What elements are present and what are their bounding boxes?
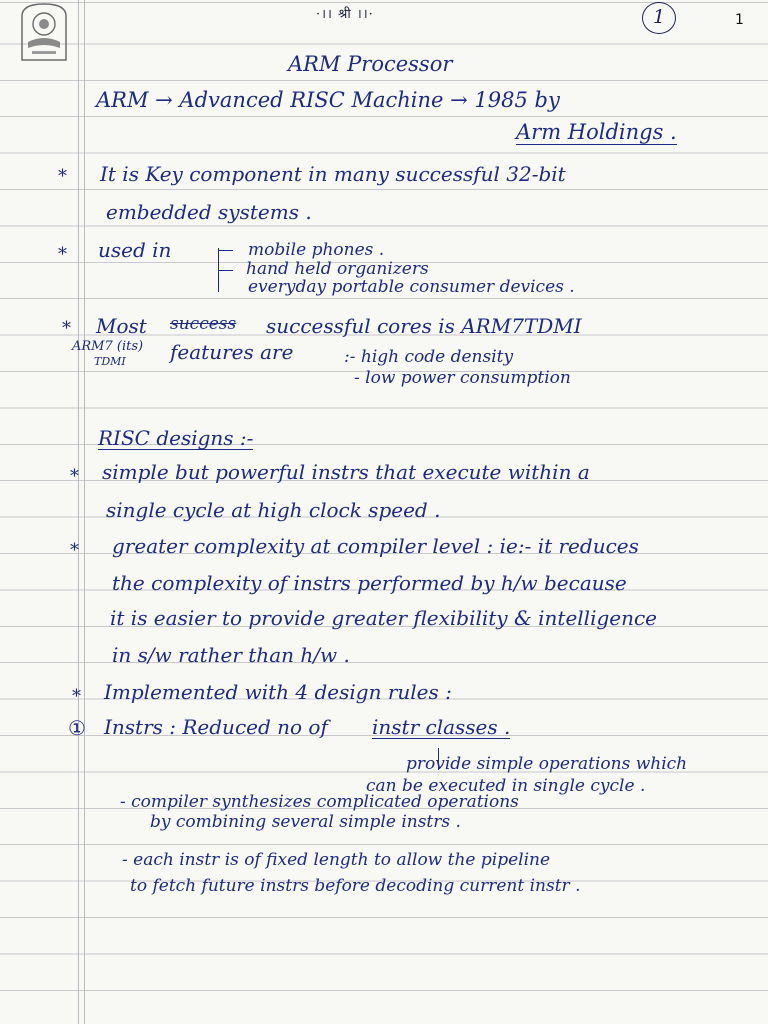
bullet2-prefix: used in xyxy=(98,238,172,262)
rule1-note1: provide simple operations which xyxy=(406,754,688,774)
rule1-note2: can be executed in single cycle . xyxy=(366,776,646,796)
bullet1-line2: embedded systems . xyxy=(106,200,312,224)
bullet-star: * xyxy=(70,540,79,561)
bullet2-item2: hand held organizers xyxy=(246,259,429,279)
page-number: 1 xyxy=(735,12,744,28)
rule1-detail2-line2: to fetch future instrs before decoding current instr . xyxy=(130,876,581,896)
risc3: Implemented with 4 design rules : xyxy=(104,680,452,704)
risc2-line3: it is easier to provide greater flexibility & intelligence xyxy=(110,606,658,630)
bullet3-sub-b: TDMI xyxy=(94,355,126,368)
bullet-star: * xyxy=(62,318,71,339)
institution-logo-icon xyxy=(18,2,70,62)
bracket-mark xyxy=(218,248,231,292)
bullet3-feature1: :- high code density xyxy=(344,347,514,367)
rule1-heading-tail: instr classes . xyxy=(372,715,511,739)
bullet1-line1: It is Key component in many successful 32-bit xyxy=(100,162,566,186)
rule1-heading: Instrs : Reduced no of xyxy=(104,715,328,739)
arm-definition-company: Arm Holdings . xyxy=(516,120,677,144)
bullet-star: * xyxy=(72,686,81,707)
rule1-number: ① xyxy=(68,716,86,740)
risc1-line2: single cycle at high clock speed . xyxy=(106,498,441,522)
margin-line-1 xyxy=(78,0,79,1024)
rule1-detail1-line1: - compiler synthesizes complicated operations xyxy=(120,792,519,812)
bullet3-struck-word: success xyxy=(170,314,237,334)
arm-definition: ARM → Advanced RISC Machine → 1985 by xyxy=(96,88,560,112)
risc2-line1: greater complexity at compiler level : ie:- it reduces xyxy=(112,534,639,558)
margin-line-2 xyxy=(84,0,85,1024)
circled-page-number: 1 xyxy=(642,2,676,34)
bullet3-feature2: - low power consumption xyxy=(354,368,571,388)
bullet3-sub-a: ARM7 (its) xyxy=(72,339,144,354)
bullet3-prefix: Most xyxy=(96,314,147,338)
bullet-star: * xyxy=(70,466,79,487)
bullet2-item3: everyday portable consumer devices . xyxy=(248,277,575,297)
rule1-detail2-line1: - each instr is of fixed length to allow the pipeline xyxy=(122,850,551,870)
risc-heading: RISC designs :- xyxy=(98,426,254,450)
bullet3-features: features are xyxy=(170,340,294,364)
rule1-detail1-line2: by combining several simple instrs . xyxy=(150,812,461,832)
header-mark: ·।। श्री ।।· xyxy=(316,7,374,22)
bullet-star: * xyxy=(58,166,67,187)
risc2-line4: in s/w rather than h/w . xyxy=(112,643,350,667)
bullet3-main: successful cores is ARM7TDMI xyxy=(266,314,582,338)
bullet-star: * xyxy=(58,244,67,265)
risc2-line2: the complexity of instrs performed by h/w because xyxy=(112,571,627,595)
page-title: ARM Processor xyxy=(288,52,453,76)
risc1-line1: simple but powerful instrs that execute within a xyxy=(102,460,590,484)
bullet2-item1: mobile phones . xyxy=(248,240,385,260)
